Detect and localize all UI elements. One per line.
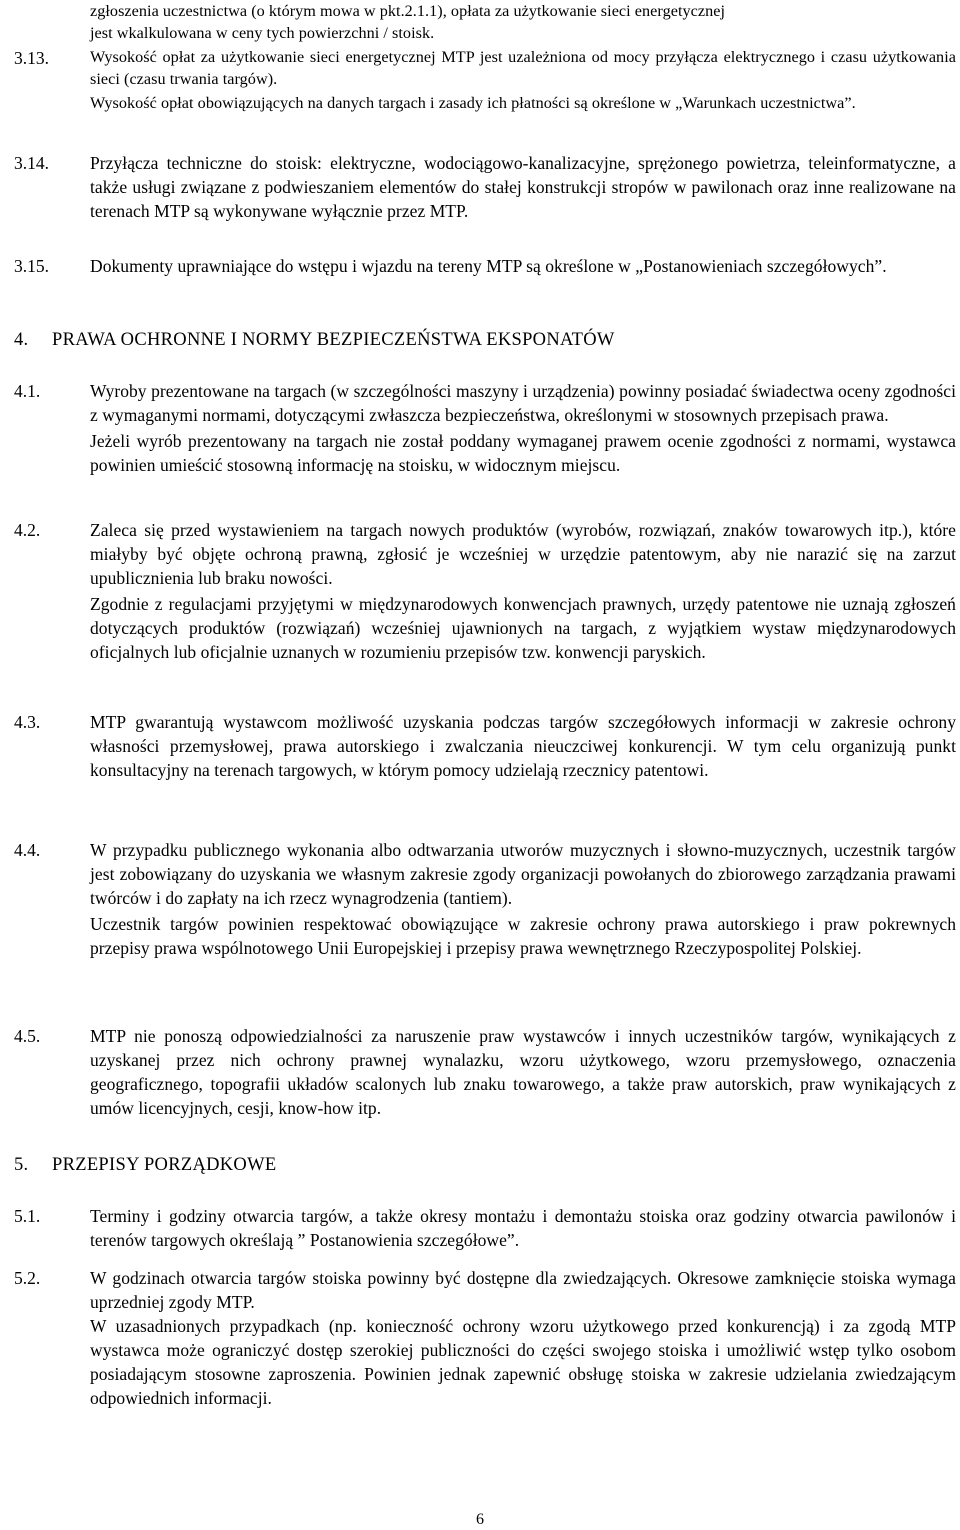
item-number: 3.13. xyxy=(14,48,49,68)
section-3-14 xyxy=(14,151,956,223)
item-number: 4.1. xyxy=(14,381,41,401)
section-4-3 xyxy=(14,710,956,782)
paragraph: Wysokość opłat obowiązujących na danych targach i zasady ich płatności są określone w „Warunkach uczestnictwa”. xyxy=(90,94,856,112)
paragraph: Zaleca się przed wystawieniem na targach nowych produktów (wyrobów, rozwiązań, znaków towarowych itp.), które miałyby być objęte ochroną prawną, zgłosić je wcześniej w urzędzie patentowym, aby nie narazić się na zarzut upublicznienia lub braku nowości. xyxy=(90,520,956,588)
paragraph: W przypadku publicznego wykonania albo odtwarzania utworów muzycznych i słowno-muzycznych, uczestnik targów jest zobowiązany do uzyskania we własnym zakresie zgody organizacji powołanych do zbiorowego zarządzania prawami twórców i do zapłaty na ich rzecz wynagrodzenia (tantiem). xyxy=(90,840,956,908)
heading-title: PRAWA OCHRONNE I NORMY BEZPIECZEŃSTWA EKSPONATÓW xyxy=(52,330,615,350)
paragraph: Przyłącza techniczne do stoisk: elektryczne, wodociągowo-kanalizacyjne, sprężonego powietrza, teleinformatyczne, a także usługi związane z podwieszaniem elementów do stałej konstrukcji stropów w pawilonach oraz inne realizowane na terenach MTP są wykonywane wyłącznie przez MTP. xyxy=(90,153,956,221)
heading-number: 5. xyxy=(14,1155,29,1175)
paragraph: MTP nie ponoszą odpowiedzialności za naruszenie praw wystawców i innych uczestników targów, wynikających z uzyskanej przez nich ochrony prawnej wynalazku, wzoru użytkowego, wzoru przemysłowego, oznaczenia geograficznego, topografii układów scalonych lub znaku towarowego, a także praw autorskich, praw wynikających z umów licencyjnych, cesji, know-how itp. xyxy=(90,1026,956,1118)
section-4-4 xyxy=(14,838,956,960)
intro-line-1: zgłoszenia uczestnictwa (o którym mowa w pkt.2.1.1), opłata za użytkowanie sieci energetycznej xyxy=(90,2,726,20)
item-number: 5.2. xyxy=(14,1268,41,1288)
paragraph: MTP gwarantują wystawcom możliwość uzyskania podczas targów szczegółowych informacji w zakresie ochrony własności przemysłowej, prawa autorskiego i zwalczania nieuczciwej konkurencji. W tym celu organizują punkt konsultacyjny na terenach targowych, w którym pomocy udzielają rzecznicy patentowi. xyxy=(90,712,956,780)
intro-line-2: jest wkalkulowana w ceny tych powierzchni / stoisk. xyxy=(90,24,435,42)
paragraph: W godzinach otwarcia targów stoiska powinny być dostępne dla zwiedzających. Okresowe zamknięcie stoiska wymaga uprzedniej zgody MTP. xyxy=(90,1268,956,1312)
heading-number: 4. xyxy=(14,330,29,350)
paragraph: Wyroby prezentowane na targach (w szczególności maszyny i urządzenia) powinny posiadać świadectwa oceny zgodności z wymaganymi normami, dotyczącymi zwłaszcza bezpieczeństwa, określonymi w stosownych przepisach prawa. xyxy=(90,381,956,425)
item-number: 4.5. xyxy=(14,1026,41,1046)
paragraph: Uczestnik targów powinien respektować obowiązujące w zakresie ochrony prawa autorskiego i praw pokrewnych przepisy prawa wspólnotowego Unii Europejskiej i przepisy prawa wewnętrznego Rzeczypospolitej Polskiej. xyxy=(90,914,956,958)
heading-title: PRZEPISY PORZĄDKOWE xyxy=(52,1155,277,1175)
item-number: 4.4. xyxy=(14,840,41,860)
paragraph: Terminy i godziny otwarcia targów, a także okresy montażu i demontażu stoiska oraz godziny otwarcia pawilonów i terenów targowych określają ” Postanowienia szczegółowe”. xyxy=(90,1206,956,1250)
paragraph: Jeżeli wyrób prezentowany na targach nie został poddany wymaganej prawem ocenie zgodności z normami, wystawca powinien umieścić stosowną informację na stoisku, w widocznym miejscu. xyxy=(90,431,956,475)
paragraph: Zgodnie z regulacjami przyjętymi w międzynarodowych konwencjach prawnych, urzędy patentowe nie uznają zgłoszeń dotyczących produktów (rozwiązań) wcześniej ujawnionych na targach, z wyjątkiem wystaw międzynarodowych oficjalnych lub oficjalnie uznanych w rozumieniu przepisów tzw. konwencji paryskich. xyxy=(90,594,956,662)
paragraph: Wysokość opłat za użytkowanie sieci energetycznej MTP jest uzależniona od mocy przyłącza elektrycznego i czasu użytkowania sieci (czasu trwania targów). xyxy=(90,48,956,88)
item-number: 3.14. xyxy=(14,153,49,173)
paragraph: W uzasadnionych przypadkach (np. konieczność ochrony wzoru użytkowego przed konkurencją) i za zgodą MTP wystawca może ograniczyć dostęp szerokiej publiczności do części swojego stoiska i umożliwić wstęp tylko osobom posiadającym stosowne zaproszenia. Powinien jednak zapewnić obsługę stoiska w zakresie udzielania zwiedzającym odpowiednich informacji. xyxy=(90,1316,956,1408)
section-3-13 xyxy=(14,46,956,114)
item-number: 4.2. xyxy=(14,520,41,540)
item-number: 4.3. xyxy=(14,712,41,732)
item-number: 3.15. xyxy=(14,256,49,276)
item-number: 5.1. xyxy=(14,1206,41,1226)
section-5-2 xyxy=(14,1266,956,1410)
section-4-heading xyxy=(14,327,615,353)
section-4-1 xyxy=(14,379,956,477)
page-number: 6 xyxy=(476,1511,484,1528)
section-4-2 xyxy=(14,518,956,664)
intro-continuation xyxy=(14,0,956,44)
section-3-15 xyxy=(14,254,956,278)
section-5-heading xyxy=(14,1152,276,1178)
section-4-5 xyxy=(14,1024,956,1120)
section-5-1 xyxy=(14,1204,956,1252)
paragraph: Dokumenty uprawniające do wstępu i wjazdu na tereny MTP są określone w „Postanowieniach szczegółowych”. xyxy=(90,256,887,276)
